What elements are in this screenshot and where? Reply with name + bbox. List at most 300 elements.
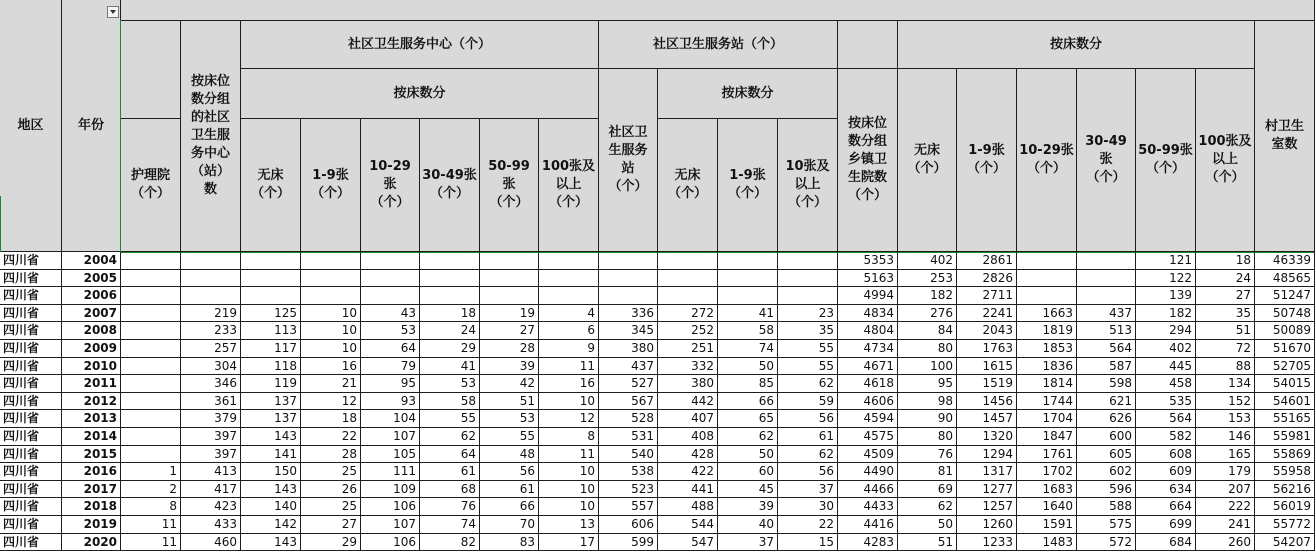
table-cell[interactable]: 74: [420, 516, 480, 534]
table-cell[interactable]: 56019: [1255, 498, 1315, 516]
header-township-beds-50-99[interactable]: 50-99张 （个）: [1136, 69, 1196, 252]
table-cell[interactable]: [121, 322, 181, 340]
table-cell[interactable]: [241, 287, 301, 305]
table-cell[interactable]: 361: [181, 393, 241, 411]
table-cell[interactable]: [658, 287, 718, 305]
table-cell[interactable]: 699: [1136, 516, 1196, 534]
table-cell[interactable]: 567: [599, 393, 658, 411]
header-chc-station[interactable]: 社区卫生服务站（个）: [599, 21, 838, 69]
table-cell[interactable]: 460: [181, 534, 241, 552]
table-cell[interactable]: 564: [1136, 410, 1196, 428]
table-cell[interactable]: 1763: [957, 340, 1017, 358]
table-cell[interactable]: 146: [1196, 428, 1255, 446]
table-cell[interactable]: [599, 287, 658, 305]
table-cell[interactable]: 125: [241, 305, 301, 323]
table-cell[interactable]: 488: [658, 498, 718, 516]
table-cell[interactable]: [301, 252, 361, 270]
table-cell[interactable]: 58: [420, 393, 480, 411]
table-cell[interactable]: [1077, 270, 1136, 288]
table-cell[interactable]: 85: [718, 375, 778, 393]
table-cell[interactable]: 29: [301, 534, 361, 552]
table-cell[interactable]: 140: [241, 498, 301, 516]
table-cell[interactable]: 10: [301, 340, 361, 358]
header-township-beds-1-9[interactable]: 1-9张 （个）: [957, 69, 1017, 252]
table-cell[interactable]: 437: [1077, 305, 1136, 323]
table-cell[interactable]: 408: [658, 428, 718, 446]
table-cell[interactable]: [1017, 252, 1077, 270]
row-region-cell[interactable]: 四川省: [0, 446, 62, 464]
table-cell[interactable]: 11: [121, 534, 181, 552]
header-beds-10-29[interactable]: 10-29张 （个）: [361, 119, 420, 252]
table-cell[interactable]: 1483: [1017, 534, 1077, 552]
row-year-cell[interactable]: 2012: [62, 393, 121, 411]
table-cell[interactable]: 100: [898, 358, 957, 376]
table-cell[interactable]: 51: [480, 393, 539, 411]
table-cell[interactable]: 547: [658, 534, 718, 552]
table-cell[interactable]: 56: [778, 463, 838, 481]
table-cell[interactable]: [658, 252, 718, 270]
row-region-cell[interactable]: 四川省: [0, 322, 62, 340]
table-cell[interactable]: 10: [539, 393, 599, 411]
table-cell[interactable]: 1814: [1017, 375, 1077, 393]
row-region-cell[interactable]: 四川省: [0, 375, 62, 393]
table-cell[interactable]: 276: [898, 305, 957, 323]
table-cell[interactable]: 137: [241, 410, 301, 428]
table-cell[interactable]: 82: [420, 534, 480, 552]
table-cell[interactable]: 523: [599, 481, 658, 499]
table-cell[interactable]: 598: [1077, 375, 1136, 393]
table-cell[interactable]: 1519: [957, 375, 1017, 393]
table-cell[interactable]: 606: [599, 516, 658, 534]
table-cell[interactable]: 587: [1077, 358, 1136, 376]
table-cell[interactable]: 62: [718, 428, 778, 446]
table-cell[interactable]: 137: [241, 393, 301, 411]
table-cell[interactable]: 241: [1196, 516, 1255, 534]
table-cell[interactable]: 21: [301, 375, 361, 393]
table-cell[interactable]: [480, 252, 539, 270]
table-cell[interactable]: 2: [121, 481, 181, 499]
table-cell[interactable]: [121, 428, 181, 446]
table-cell[interactable]: 62: [778, 375, 838, 393]
table-cell[interactable]: 83: [480, 534, 539, 552]
table-cell[interactable]: 1847: [1017, 428, 1077, 446]
table-cell[interactable]: 4618: [838, 375, 898, 393]
table-cell[interactable]: 336: [599, 305, 658, 323]
header-township-beds-30-49[interactable]: 30-49张 （个）: [1077, 69, 1136, 252]
table-cell[interactable]: 4804: [838, 322, 898, 340]
table-cell[interactable]: 684: [1136, 534, 1196, 552]
table-cell[interactable]: 61: [778, 428, 838, 446]
table-cell[interactable]: 26: [301, 481, 361, 499]
row-region-cell[interactable]: 四川省: [0, 428, 62, 446]
table-cell[interactable]: 56: [480, 463, 539, 481]
table-cell[interactable]: 64: [420, 446, 480, 464]
table-cell[interactable]: 153: [1196, 410, 1255, 428]
table-cell[interactable]: 28: [480, 340, 539, 358]
table-cell[interactable]: 106: [361, 534, 420, 552]
table-cell[interactable]: [658, 270, 718, 288]
table-cell[interactable]: 1233: [957, 534, 1017, 552]
table-cell[interactable]: 76: [898, 446, 957, 464]
table-cell[interactable]: 35: [1196, 305, 1255, 323]
table-cell[interactable]: 121: [1136, 252, 1196, 270]
table-cell[interactable]: 27: [1196, 287, 1255, 305]
table-cell[interactable]: 143: [241, 534, 301, 552]
table-cell[interactable]: 4416: [838, 516, 898, 534]
table-cell[interactable]: 304: [181, 358, 241, 376]
table-cell[interactable]: [539, 252, 599, 270]
table-cell[interactable]: 16: [539, 375, 599, 393]
table-cell[interactable]: 66: [718, 393, 778, 411]
header-beds-30-49[interactable]: 30-49张 （个）: [420, 119, 480, 252]
row-region-cell[interactable]: 四川省: [0, 498, 62, 516]
table-cell[interactable]: 117: [241, 340, 301, 358]
header-township-by-bed-count[interactable]: 按床数分: [898, 21, 1255, 69]
table-cell[interactable]: [301, 270, 361, 288]
table-cell[interactable]: 8: [539, 428, 599, 446]
table-cell[interactable]: 1761: [1017, 446, 1077, 464]
header-township-beds-100-plus[interactable]: 100张及 以上 （个）: [1196, 69, 1255, 252]
row-region-cell[interactable]: 四川省: [0, 287, 62, 305]
table-cell[interactable]: 621: [1077, 393, 1136, 411]
table-cell[interactable]: 582: [1136, 428, 1196, 446]
table-cell[interactable]: 2241: [957, 305, 1017, 323]
table-cell[interactable]: 1663: [1017, 305, 1077, 323]
table-cell[interactable]: 80: [898, 428, 957, 446]
table-cell[interactable]: 608: [1136, 446, 1196, 464]
table-cell[interactable]: 107: [361, 428, 420, 446]
table-cell[interactable]: 95: [361, 375, 420, 393]
table-cell[interactable]: [121, 340, 181, 358]
table-cell[interactable]: 11: [539, 358, 599, 376]
table-cell[interactable]: 18: [420, 305, 480, 323]
table-cell[interactable]: 55: [778, 340, 838, 358]
table-cell[interactable]: [121, 375, 181, 393]
table-cell[interactable]: 55869: [1255, 446, 1315, 464]
table-cell[interactable]: [121, 358, 181, 376]
table-cell[interactable]: 445: [1136, 358, 1196, 376]
table-cell[interactable]: 52705: [1255, 358, 1315, 376]
table-cell[interactable]: 139: [1136, 287, 1196, 305]
table-cell[interactable]: 39: [718, 498, 778, 516]
table-cell[interactable]: 60: [718, 463, 778, 481]
table-cell[interactable]: 61: [480, 481, 539, 499]
table-cell[interactable]: 28: [301, 446, 361, 464]
table-cell[interactable]: 1320: [957, 428, 1017, 446]
table-cell[interactable]: 233: [181, 322, 241, 340]
row-year-cell[interactable]: 2017: [62, 481, 121, 499]
table-cell[interactable]: 1457: [957, 410, 1017, 428]
table-cell[interactable]: 8: [121, 498, 181, 516]
table-cell[interactable]: 68: [420, 481, 480, 499]
header-year[interactable]: 年份: [62, 0, 121, 252]
table-cell[interactable]: 1317: [957, 463, 1017, 481]
table-cell[interactable]: 50748: [1255, 305, 1315, 323]
table-cell[interactable]: 1: [121, 463, 181, 481]
table-cell[interactable]: [241, 270, 301, 288]
table-cell[interactable]: [361, 287, 420, 305]
table-cell[interactable]: 111: [361, 463, 420, 481]
table-cell[interactable]: [121, 287, 181, 305]
table-cell[interactable]: 4466: [838, 481, 898, 499]
table-cell[interactable]: [121, 446, 181, 464]
table-cell[interactable]: [121, 270, 181, 288]
table-cell[interactable]: 27: [480, 322, 539, 340]
table-cell[interactable]: 531: [599, 428, 658, 446]
table-cell[interactable]: 402: [898, 252, 957, 270]
table-cell[interactable]: 402: [1136, 340, 1196, 358]
table-cell[interactable]: 2861: [957, 252, 1017, 270]
table-cell[interactable]: 397: [181, 428, 241, 446]
table-cell[interactable]: 37: [718, 534, 778, 552]
table-cell[interactable]: 4: [539, 305, 599, 323]
table-cell[interactable]: 50: [898, 516, 957, 534]
table-cell[interactable]: 664: [1136, 498, 1196, 516]
table-cell[interactable]: 1683: [1017, 481, 1077, 499]
row-region-cell[interactable]: 四川省: [0, 340, 62, 358]
table-cell[interactable]: 1744: [1017, 393, 1077, 411]
table-cell[interactable]: 61: [420, 463, 480, 481]
row-region-cell[interactable]: 四川省: [0, 305, 62, 323]
row-year-cell[interactable]: 2008: [62, 322, 121, 340]
table-cell[interactable]: 66: [480, 498, 539, 516]
table-cell[interactable]: 70: [480, 516, 539, 534]
table-cell[interactable]: [1017, 270, 1077, 288]
table-cell[interactable]: 252: [658, 322, 718, 340]
table-cell[interactable]: 1853: [1017, 340, 1077, 358]
header-region[interactable]: 地区: [0, 0, 62, 252]
table-cell[interactable]: 222: [1196, 498, 1255, 516]
table-cell[interactable]: 72: [1196, 340, 1255, 358]
table-cell[interactable]: 182: [1136, 305, 1196, 323]
row-region-cell[interactable]: 四川省: [0, 410, 62, 428]
table-cell[interactable]: 19: [480, 305, 539, 323]
table-cell[interactable]: 179: [1196, 463, 1255, 481]
table-cell[interactable]: 407: [658, 410, 718, 428]
table-cell[interactable]: 575: [1077, 516, 1136, 534]
table-cell[interactable]: 24: [420, 322, 480, 340]
table-cell[interactable]: 54601: [1255, 393, 1315, 411]
table-cell[interactable]: 1836: [1017, 358, 1077, 376]
table-cell[interactable]: 1260: [957, 516, 1017, 534]
table-cell[interactable]: [181, 270, 241, 288]
row-year-cell[interactable]: 2020: [62, 534, 121, 552]
row-year-cell[interactable]: 2014: [62, 428, 121, 446]
table-cell[interactable]: 422: [658, 463, 718, 481]
table-cell[interactable]: 294: [1136, 322, 1196, 340]
header-beds-1-9[interactable]: 1-9张 （个）: [301, 119, 361, 252]
table-cell[interactable]: 55772: [1255, 516, 1315, 534]
table-cell[interactable]: 5353: [838, 252, 898, 270]
table-cell[interactable]: 58: [718, 322, 778, 340]
table-cell[interactable]: 10: [539, 481, 599, 499]
table-cell[interactable]: 10: [539, 463, 599, 481]
filter-dropdown-button[interactable]: [107, 6, 119, 18]
table-cell[interactable]: 56: [778, 410, 838, 428]
table-cell[interactable]: [121, 252, 181, 270]
table-cell[interactable]: [1077, 252, 1136, 270]
row-year-cell[interactable]: 2016: [62, 463, 121, 481]
table-cell[interactable]: 544: [658, 516, 718, 534]
row-year-cell[interactable]: 2006: [62, 287, 121, 305]
table-cell[interactable]: 53: [480, 410, 539, 428]
table-cell[interactable]: [420, 252, 480, 270]
table-cell[interactable]: 535: [1136, 393, 1196, 411]
table-cell[interactable]: 4594: [838, 410, 898, 428]
table-cell[interactable]: 84: [898, 322, 957, 340]
table-cell[interactable]: 62: [898, 498, 957, 516]
table-cell[interactable]: [420, 270, 480, 288]
table-cell[interactable]: 397: [181, 446, 241, 464]
table-cell[interactable]: 423: [181, 498, 241, 516]
table-cell[interactable]: 50089: [1255, 322, 1315, 340]
table-cell[interactable]: 219: [181, 305, 241, 323]
table-cell[interactable]: 50: [718, 446, 778, 464]
table-cell[interactable]: 572: [1077, 534, 1136, 552]
table-cell[interactable]: 17: [539, 534, 599, 552]
table-cell[interactable]: 600: [1077, 428, 1136, 446]
table-cell[interactable]: 74: [718, 340, 778, 358]
table-cell[interactable]: 4509: [838, 446, 898, 464]
table-cell[interactable]: 11: [539, 446, 599, 464]
table-cell[interactable]: 150: [241, 463, 301, 481]
header-station-by-bed-count[interactable]: 按床数分: [658, 69, 838, 119]
table-cell[interactable]: 260: [1196, 534, 1255, 552]
table-cell[interactable]: 15: [778, 534, 838, 552]
table-cell[interactable]: [718, 270, 778, 288]
table-cell[interactable]: 10: [301, 305, 361, 323]
table-cell[interactable]: 93: [361, 393, 420, 411]
table-cell[interactable]: 634: [1136, 481, 1196, 499]
header-chc-center[interactable]: 社区卫生服务中心（个）: [241, 21, 599, 69]
table-cell[interactable]: 55: [420, 410, 480, 428]
row-year-cell[interactable]: 2010: [62, 358, 121, 376]
table-cell[interactable]: 11: [121, 516, 181, 534]
table-cell[interactable]: 107: [361, 516, 420, 534]
table-cell[interactable]: 2043: [957, 322, 1017, 340]
table-cell[interactable]: 51247: [1255, 287, 1315, 305]
table-cell[interactable]: 134: [1196, 375, 1255, 393]
table-cell[interactable]: 35: [778, 322, 838, 340]
table-cell[interactable]: 88: [1196, 358, 1255, 376]
table-cell[interactable]: [361, 252, 420, 270]
table-cell[interactable]: 43: [361, 305, 420, 323]
table-cell[interactable]: 55: [480, 428, 539, 446]
table-cell[interactable]: 433: [181, 516, 241, 534]
header-village-clinic[interactable]: 村卫生 室数: [1255, 21, 1315, 252]
table-cell[interactable]: 143: [241, 428, 301, 446]
table-cell[interactable]: [480, 270, 539, 288]
header-beds-100-plus[interactable]: 100张及 以上 （个）: [539, 119, 599, 252]
table-cell[interactable]: 22: [301, 428, 361, 446]
table-cell[interactable]: 272: [658, 305, 718, 323]
table-cell[interactable]: 118: [241, 358, 301, 376]
header-station-beds-1-9[interactable]: 1-9张 （个）: [718, 119, 778, 252]
table-cell[interactable]: 98: [898, 393, 957, 411]
row-region-cell[interactable]: 四川省: [0, 463, 62, 481]
row-year-cell[interactable]: 2018: [62, 498, 121, 516]
table-cell[interactable]: 253: [898, 270, 957, 288]
table-cell[interactable]: 39: [480, 358, 539, 376]
table-cell[interactable]: 380: [658, 375, 718, 393]
table-cell[interactable]: 62: [420, 428, 480, 446]
table-cell[interactable]: 55165: [1255, 410, 1315, 428]
table-cell[interactable]: 257: [181, 340, 241, 358]
table-cell[interactable]: 1294: [957, 446, 1017, 464]
table-cell[interactable]: 55958: [1255, 463, 1315, 481]
table-cell[interactable]: 27: [301, 516, 361, 534]
table-cell[interactable]: 64: [361, 340, 420, 358]
table-cell[interactable]: [599, 252, 658, 270]
table-cell[interactable]: 143: [241, 481, 301, 499]
table-cell[interactable]: 437: [599, 358, 658, 376]
table-cell[interactable]: 4283: [838, 534, 898, 552]
header-township-by-bed-group[interactable]: 按床位 数分组 乡镇卫 生院数 （个）: [838, 69, 898, 252]
row-region-cell[interactable]: 四川省: [0, 252, 62, 270]
table-cell[interactable]: 1702: [1017, 463, 1077, 481]
table-cell[interactable]: [121, 393, 181, 411]
table-cell[interactable]: 105: [361, 446, 420, 464]
table-cell[interactable]: 626: [1077, 410, 1136, 428]
table-cell[interactable]: 5163: [838, 270, 898, 288]
table-cell[interactable]: [539, 270, 599, 288]
table-cell[interactable]: 95: [898, 375, 957, 393]
table-cell[interactable]: 65: [718, 410, 778, 428]
table-cell[interactable]: 104: [361, 410, 420, 428]
table-cell[interactable]: 24: [1196, 270, 1255, 288]
table-cell[interactable]: 332: [658, 358, 718, 376]
table-cell[interactable]: [241, 252, 301, 270]
table-cell[interactable]: 428: [658, 446, 718, 464]
table-cell[interactable]: [539, 287, 599, 305]
table-cell[interactable]: 50: [718, 358, 778, 376]
table-cell[interactable]: 51: [1196, 322, 1255, 340]
table-cell[interactable]: 540: [599, 446, 658, 464]
table-cell[interactable]: 10: [539, 498, 599, 516]
table-cell[interactable]: 62: [778, 446, 838, 464]
table-cell[interactable]: 4671: [838, 358, 898, 376]
table-cell[interactable]: 557: [599, 498, 658, 516]
row-year-cell[interactable]: 2009: [62, 340, 121, 358]
table-cell[interactable]: 40: [718, 516, 778, 534]
table-cell[interactable]: 76: [420, 498, 480, 516]
row-region-cell[interactable]: 四川省: [0, 393, 62, 411]
table-cell[interactable]: 1591: [1017, 516, 1077, 534]
table-cell[interactable]: 48: [480, 446, 539, 464]
table-cell[interactable]: 2826: [957, 270, 1017, 288]
table-cell[interactable]: 79: [361, 358, 420, 376]
table-cell[interactable]: [1017, 287, 1077, 305]
row-region-cell[interactable]: 四川省: [0, 534, 62, 552]
table-cell[interactable]: [599, 270, 658, 288]
table-cell[interactable]: 81: [898, 463, 957, 481]
table-cell[interactable]: 513: [1077, 322, 1136, 340]
table-cell[interactable]: 41: [420, 358, 480, 376]
table-cell[interactable]: [480, 287, 539, 305]
table-cell[interactable]: 106: [361, 498, 420, 516]
table-cell[interactable]: 54015: [1255, 375, 1315, 393]
row-year-cell[interactable]: 2013: [62, 410, 121, 428]
table-cell[interactable]: [778, 287, 838, 305]
table-cell[interactable]: 417: [181, 481, 241, 499]
table-cell[interactable]: 13: [539, 516, 599, 534]
table-cell[interactable]: 588: [1077, 498, 1136, 516]
table-cell[interactable]: [121, 410, 181, 428]
table-cell[interactable]: 379: [181, 410, 241, 428]
table-cell[interactable]: 119: [241, 375, 301, 393]
table-cell[interactable]: 51670: [1255, 340, 1315, 358]
header-nursing-home[interactable]: 护理院 （个）: [121, 119, 181, 252]
